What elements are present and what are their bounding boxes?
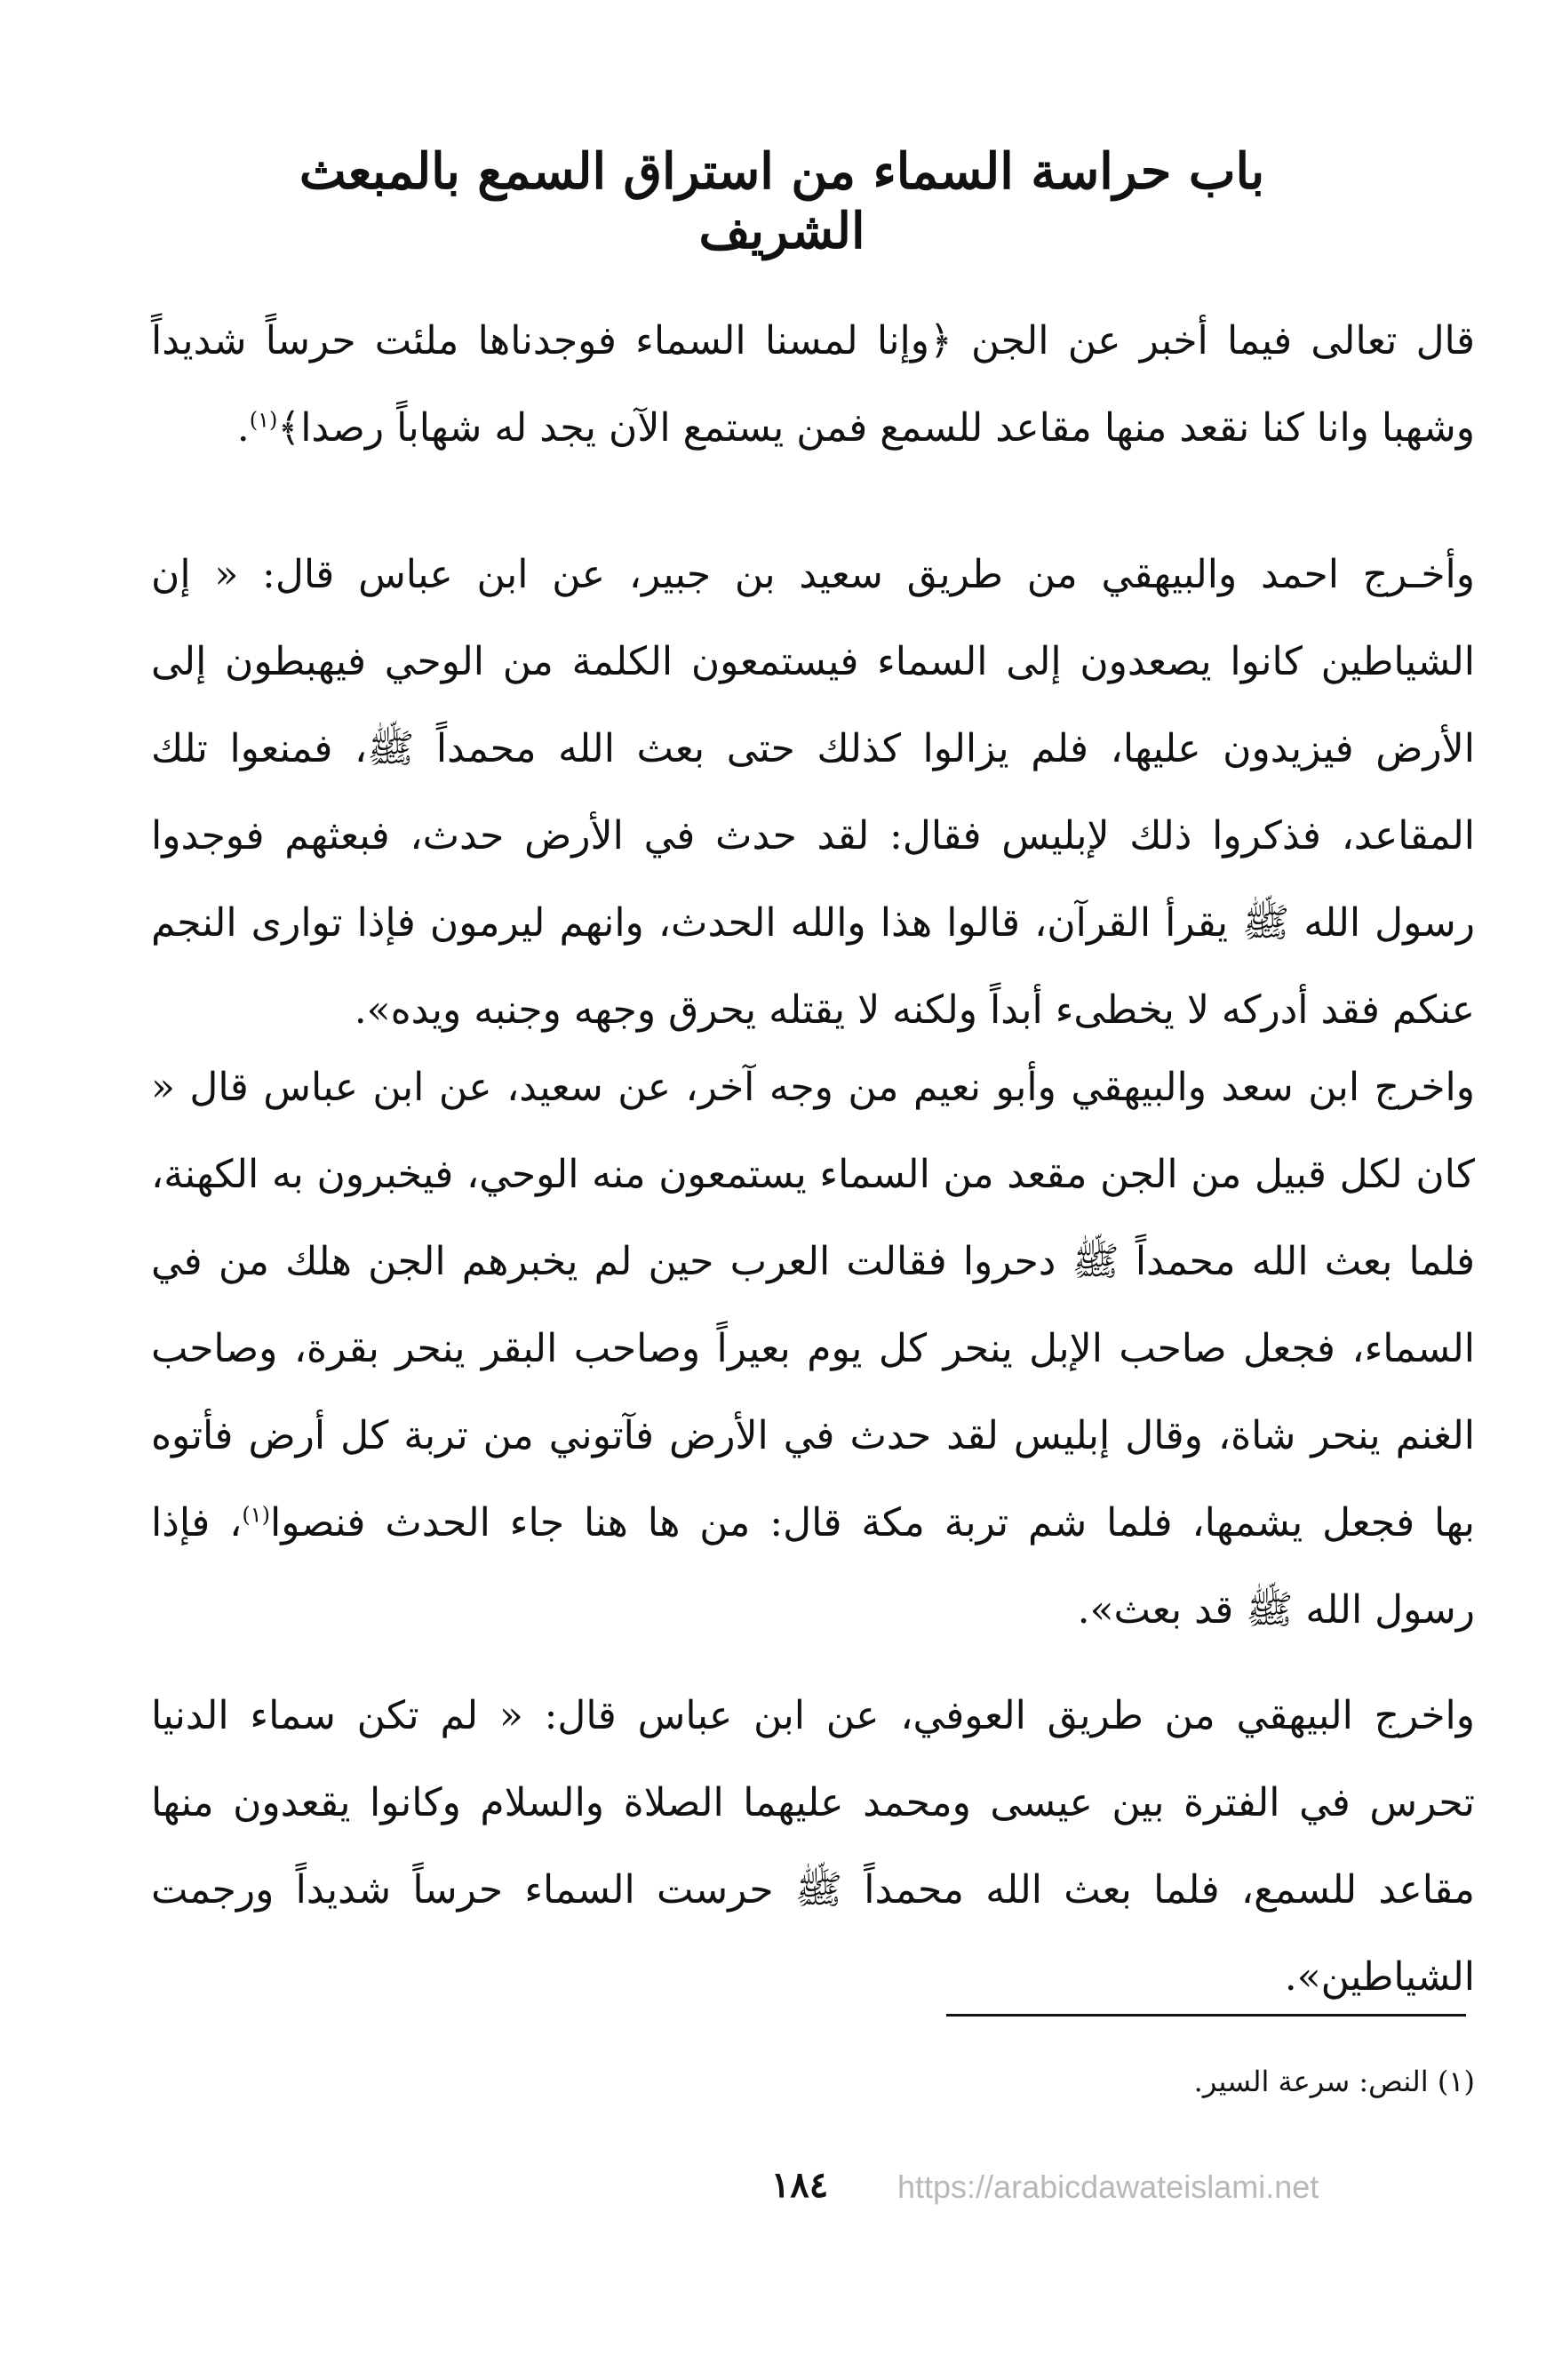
paragraph-text: قال تعالى فيما أخبر عن الجن ﴿وإنا لمسنا السماء فوجدناها ملئت حرساً شديداً وشهبا وانا كنا نقعد منها مقاعد للسمع فمن يستمع الآن يجد له شهاباً رصدا﴾ xyxy=(151,318,1475,451)
paragraph-text: وأخـرج احمد والبيهقي من طريق سعيد بن جبير، عن ابن عباس قال: « إن الشياطين كانوا يصعدون إلى السماء فيستمعون الكلمة من الوحي فيهبطون إلى الأرض فيزيدون عليها، فلم يزالوا كذلك حتى بعث الله محمداً ﷺ، فمنعوا تلك المقاعد، فذكروا ذلك لإبليس فقال: لقد حدث في الأرض حدث، فبعثهم فوجدوا رسول الله ﷺ يقرأ القرآن، قالوا هذا والله الحدث، وانهم ليرمون فإذا توارى النجم عنكم فقد أدركه لا يخطىء أبداً ولكنه لا يقتله يحرق وجهه وجنبه ويده». xyxy=(151,552,1475,1033)
paragraph-bayhaqi-awfi xyxy=(151,1673,1475,2021)
footnote-reference: (١) xyxy=(249,407,278,433)
footnote-reference: (١) xyxy=(242,1502,271,1528)
paragraph-tail: ، فإذا رسول الله ﷺ قد بعث». xyxy=(151,1500,1475,1633)
paragraph-tail: . xyxy=(236,405,250,451)
chapter-title: باب حراسة السماء من استراق السمع بالمبعث الشريف xyxy=(299,142,1265,261)
footnote-divider xyxy=(946,2014,1466,2017)
paragraph-text: واخرج ابن سعد والبيهقي وأبو نعيم من وجه آخر، عن سعيد، عن ابن عباس قال « كان لكل قبيل من الجن مقعد من السماء يستمعون منه الوحي، فيخبرون به الكهنة، فلما بعث الله محمداً ﷺ دحروا فقالت العرب حين لم يخبرهم الجن هلك من في السماء، فجعل صاحب الإبل ينحر كل يوم بعيراً وصاحب البقر ينحر بقرة، وصاحب الغنم ينحر شاة، وقال إبليس لقد حدث في الأرض فآتوني من تربة كل أرض فأتوه بها فجعل يشمها، فلما شم تربة مكة قال: من ها هنا جاء الحدث فنصوا xyxy=(151,1065,1475,1545)
page-number: ١٨٤ xyxy=(770,2164,829,2206)
paragraph-text: واخرج البيهقي من طريق العوفي، عن ابن عباس قال: « لم تكن سماء الدنيا تحرس في الفترة بين عيسى ومحمد عليهما الصلاة والسلام وكانوا يقعدون منها مقاعد للسمع، فلما بعث الله محمداً ﷺ حرست السماء حرساً شديداً ورجمت الشياطين». xyxy=(151,1693,1475,2000)
paragraph-ahmad-bayhaqi xyxy=(151,531,1475,1054)
paragraph-ibn-saad xyxy=(151,1044,1475,1654)
footnote: (١) النص: سرعة السير. xyxy=(1193,2065,1475,2098)
watermark-url: https://arabicdawateislami.net xyxy=(897,2168,1319,2205)
paragraph-quran-verse xyxy=(151,298,1475,472)
